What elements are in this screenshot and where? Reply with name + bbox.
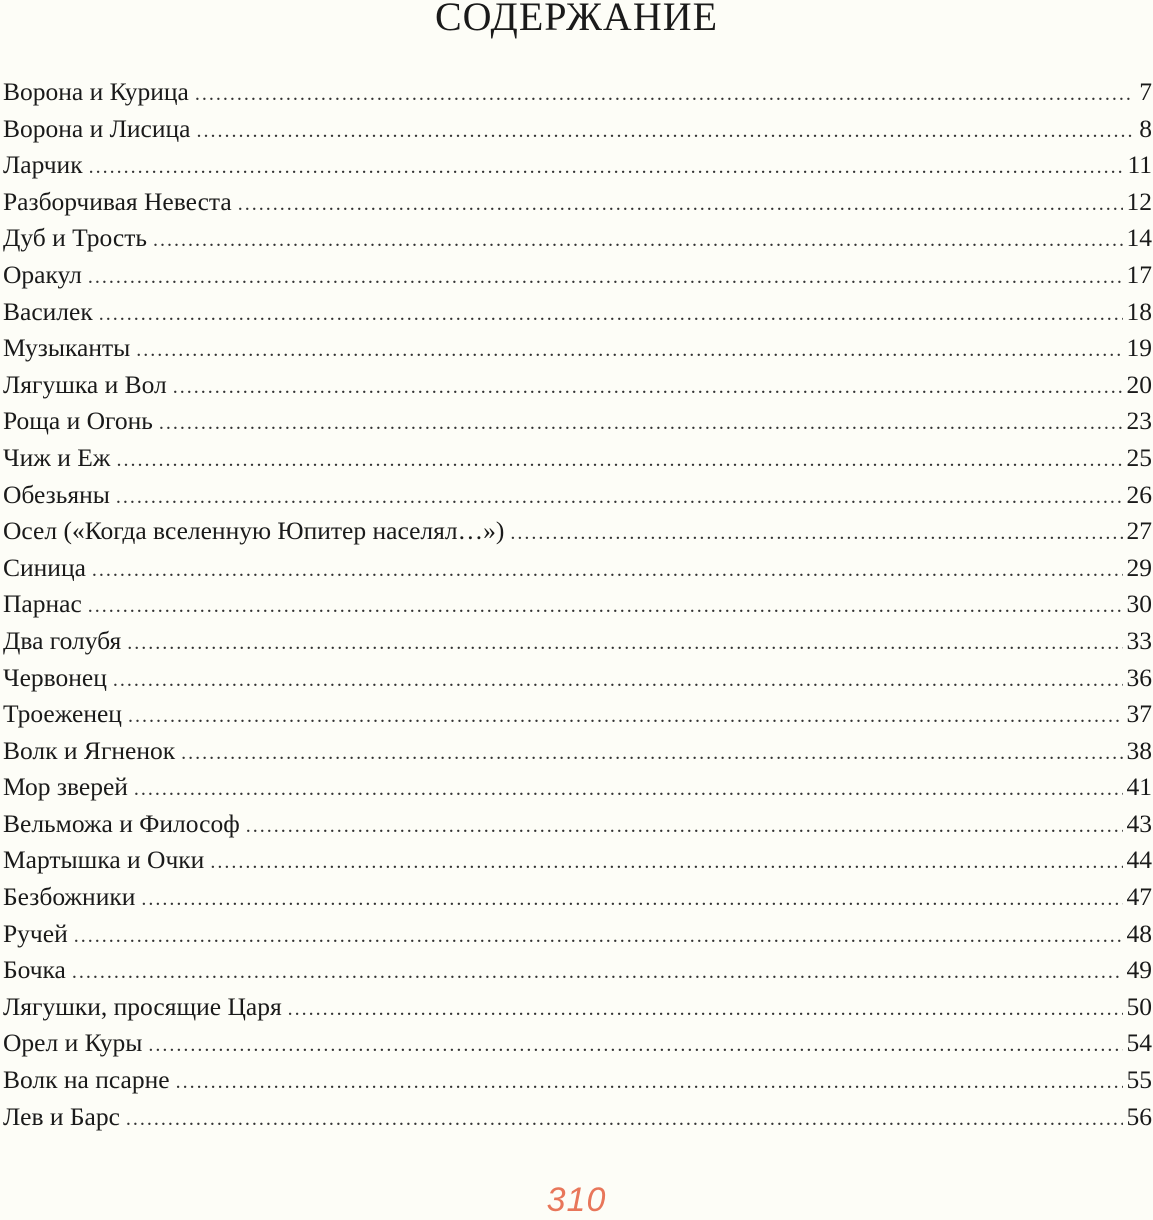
- toc-dot-leader: [510, 515, 1122, 552]
- toc-entry-page: 33: [1126, 625, 1152, 655]
- toc-entry-22[interactable]: [3, 879, 1152, 916]
- toc-entry-23[interactable]: [3, 916, 1152, 953]
- toc-entry-title: Вельможа и Философ: [3, 808, 240, 838]
- toc-entry-5[interactable]: [3, 257, 1152, 294]
- toc-entry-28[interactable]: [3, 1099, 1152, 1136]
- toc-entry-page: 17: [1126, 259, 1152, 289]
- toc-entry-title: Волк и Ягненок: [3, 735, 176, 765]
- toc-dot-leader: [153, 222, 1122, 259]
- toc-dot-leader: [141, 881, 1122, 918]
- toc-dot-leader: [197, 113, 1135, 150]
- toc-entry-title: Бочка: [3, 955, 66, 985]
- toc-entry-title: Осел («Когда вселенную Юпитер населял…»): [3, 516, 505, 546]
- toc-dot-leader: [128, 698, 1123, 735]
- toc-dot-leader: [99, 296, 1123, 333]
- toc-dot-leader: [159, 405, 1123, 442]
- toc-entry-18[interactable]: [3, 733, 1152, 770]
- toc-entry-page: 8: [1139, 113, 1152, 143]
- toc-entry-title: Два голубя: [3, 625, 122, 655]
- toc-entry-page: 47: [1126, 882, 1152, 912]
- toc-entry-title: Дуб и Трость: [3, 223, 148, 253]
- toc-entry-title: Синица: [3, 552, 86, 582]
- toc-entry-8[interactable]: [3, 367, 1152, 404]
- toc-dot-leader: [74, 918, 1123, 955]
- toc-entry-12[interactable]: [3, 513, 1152, 550]
- toc-entry-page: 38: [1126, 735, 1152, 765]
- toc-entry-page: 19: [1126, 333, 1152, 363]
- toc-entry-title: Ворона и Курица: [3, 77, 189, 106]
- toc-entry-page: 29: [1126, 552, 1152, 582]
- page-title: СОДЕРЖАНИЕ: [434, 0, 719, 39]
- toc-entry-4[interactable]: [3, 220, 1152, 257]
- toc-dot-leader: [288, 991, 1123, 1028]
- toc-entry-17[interactable]: [3, 696, 1152, 733]
- toc-entry-title: Ручей: [3, 918, 68, 948]
- toc-entry-page: 48: [1126, 918, 1152, 948]
- toc-entry-19[interactable]: [3, 769, 1152, 806]
- toc-entry-title: Безбожники: [3, 882, 136, 912]
- toc-dot-leader: [176, 1064, 1123, 1101]
- toc-entry-20[interactable]: [3, 806, 1152, 843]
- toc-entry-9[interactable]: [3, 403, 1152, 440]
- toc-dot-leader: [116, 442, 1122, 479]
- toc-entry-page: 54: [1126, 1028, 1152, 1058]
- toc-entry-title: Парнас: [3, 589, 82, 619]
- toc-dot-leader: [89, 149, 1124, 186]
- toc-dot-leader: [181, 735, 1122, 772]
- toc-entry-title: Музыканты: [3, 333, 131, 363]
- toc-entry-title: Лягушка и Вол: [3, 369, 167, 399]
- toc-dot-leader: [238, 186, 1123, 223]
- toc-entry-1[interactable]: [3, 111, 1152, 148]
- toc-entry-title: Ворона и Лисица: [3, 113, 191, 143]
- toc-entry-title: Волк на псарне: [3, 1065, 170, 1095]
- toc-entry-0[interactable]: [3, 74, 1152, 111]
- toc-entry-27[interactable]: [3, 1062, 1152, 1099]
- toc-entry-title: Обезьяны: [3, 479, 110, 509]
- toc-entry-page: 26: [1126, 479, 1152, 509]
- toc-entry-page: 18: [1126, 296, 1152, 326]
- page-number: 310: [546, 1181, 607, 1219]
- toc-entry-title: Червонец: [3, 662, 107, 692]
- toc-entry-page: 27: [1126, 516, 1152, 546]
- toc-entry-title: Орел и Куры: [3, 1028, 143, 1058]
- toc-entry-page: 7: [1139, 77, 1152, 106]
- toc-entry-page: 36: [1126, 662, 1152, 692]
- toc-entry-7[interactable]: [3, 330, 1152, 367]
- toc-entry-13[interactable]: [3, 550, 1152, 587]
- toc-dot-leader: [126, 1101, 1123, 1138]
- toc-entry-25[interactable]: [3, 989, 1152, 1026]
- table-of-contents: [3, 74, 1152, 1135]
- toc-entry-16[interactable]: [3, 660, 1152, 697]
- toc-dot-leader: [173, 369, 1123, 406]
- toc-dot-leader: [195, 76, 1134, 113]
- toc-entry-6[interactable]: [3, 294, 1152, 331]
- toc-entry-page: 50: [1126, 991, 1152, 1021]
- toc-entry-title: Разборчивая Невеста: [3, 186, 232, 216]
- toc-entry-21[interactable]: [3, 842, 1152, 879]
- toc-entry-page: 20: [1126, 369, 1152, 399]
- toc-entry-page: 12: [1126, 186, 1152, 216]
- toc-dot-leader: [88, 588, 1123, 625]
- toc-entry-10[interactable]: [3, 440, 1152, 477]
- toc-entry-11[interactable]: [3, 477, 1152, 514]
- toc-entry-title: Лягушки, просящие Царя: [3, 991, 282, 1021]
- toc-entry-page: 44: [1126, 845, 1152, 875]
- toc-entry-title: Оракул: [3, 259, 82, 289]
- toc-entry-page: 14: [1126, 223, 1152, 253]
- toc-entry-14[interactable]: [3, 586, 1152, 623]
- toc-dot-leader: [88, 259, 1123, 296]
- toc-dot-leader: [148, 1027, 1122, 1064]
- toc-entry-page: 56: [1126, 1101, 1152, 1131]
- toc-entry-3[interactable]: [3, 184, 1152, 221]
- toc-dot-leader: [210, 844, 1122, 881]
- toc-entry-title: Лев и Барс: [3, 1101, 120, 1131]
- toc-dot-leader: [92, 552, 1123, 589]
- toc-entry-15[interactable]: [3, 623, 1152, 660]
- toc-dot-leader: [72, 954, 1123, 991]
- toc-dot-leader: [136, 332, 1122, 369]
- toc-entry-title: Василек: [3, 296, 93, 326]
- toc-entry-page: 41: [1126, 772, 1152, 802]
- toc-entry-title: Роща и Огонь: [3, 406, 153, 436]
- toc-entry-title: Мартышка и Очки: [3, 845, 205, 875]
- toc-entry-page: 49: [1126, 955, 1152, 985]
- toc-entry-title: Ларчик: [3, 150, 83, 180]
- toc-entry-page: 11: [1127, 150, 1152, 180]
- toc-entry-26[interactable]: [3, 1025, 1152, 1062]
- toc-entry-page: 30: [1126, 589, 1152, 619]
- toc-entry-title: Чиж и Еж: [3, 442, 111, 472]
- toc-dot-leader: [116, 479, 1123, 516]
- toc-entry-page: 55: [1126, 1065, 1152, 1095]
- toc-dot-leader: [134, 771, 1123, 808]
- toc-dot-leader: [246, 808, 1123, 845]
- toc-entry-24[interactable]: [3, 952, 1152, 989]
- toc-entry-page: 37: [1126, 699, 1152, 729]
- toc-entry-title: Троеженец: [3, 699, 122, 729]
- toc-entry-title: Мор зверей: [3, 772, 128, 802]
- toc-dot-leader: [127, 625, 1122, 662]
- toc-dot-leader: [113, 662, 1123, 699]
- toc-entry-page: 23: [1126, 406, 1152, 436]
- toc-entry-page: 25: [1126, 442, 1152, 472]
- toc-entry-page: 43: [1126, 808, 1152, 838]
- toc-entry-2[interactable]: [3, 147, 1152, 184]
